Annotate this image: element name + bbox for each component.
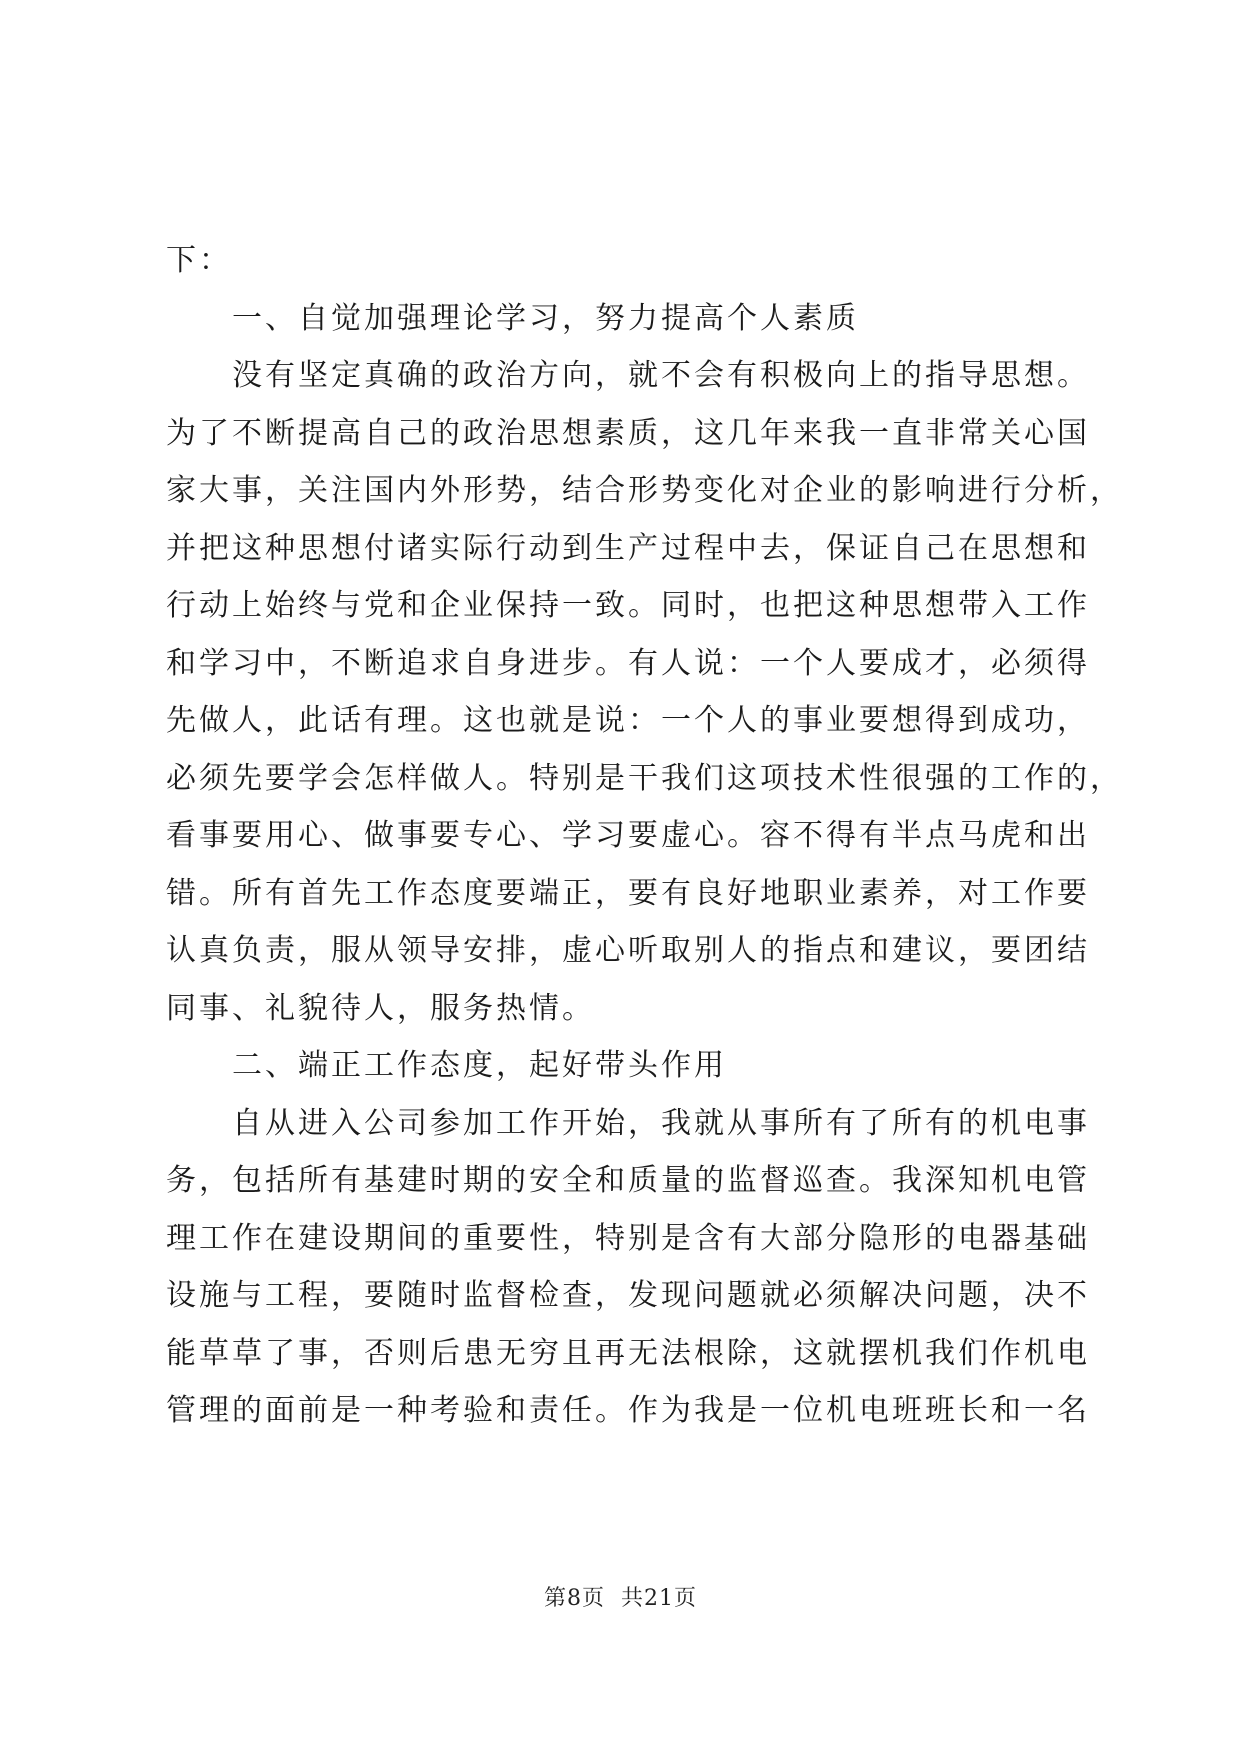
document-body xyxy=(166,232,1123,1440)
text-line: 管理的面前是一种考验和责任。作为我是一位机电班班长和一名 xyxy=(166,1393,1090,1428)
text-line: 家大事，关注国内外形势，结合形势变化对企业的影响进行分析， xyxy=(166,473,1123,508)
text-line: 务，包括所有基建时期的安全和质量的监督巡查。我深知机电管 xyxy=(166,1163,1090,1198)
text-line: 错。所有首先工作态度要端正，要有良好地职业素养，对工作要 xyxy=(166,875,1090,911)
text-line: 设施与工程，要随时监督检查，发现问题就必须解决问题，决不 xyxy=(166,1278,1090,1313)
page-number-total: 共21页 xyxy=(621,1586,697,1611)
text-line: 必须先要学会怎样做人。特别是干我们这项技术性很强的工作的， xyxy=(166,760,1123,796)
text-line: 并把这种思想付诸实际行动到生产过程中去，保证自己在思想和 xyxy=(166,530,1090,566)
text-line: 自从进入公司参加工作开始，我就从事所有了所有的机电事 xyxy=(232,1105,1090,1141)
text-line: 二、端正工作态度，起好带头作用 xyxy=(232,1048,727,1083)
text-line: 先做人，此话有理。这也就是说：一个人的事业要想得到成功， xyxy=(166,703,1090,738)
page-footer xyxy=(0,1581,1241,1612)
text-line: 理工作在建设期间的重要性，特别是含有大部分隐形的电器基础 xyxy=(166,1220,1090,1256)
text-line: 一、自觉加强理论学习，努力提高个人素质 xyxy=(232,300,859,336)
text-line: 能草草了事，否则后患无穷且再无法根除，这就摆机我们作机电 xyxy=(166,1335,1090,1371)
text-line: 没有坚定真确的政治方向，就不会有积极向上的指导思想。 xyxy=(232,358,1090,393)
page-number-current: 第8页 xyxy=(544,1586,605,1611)
text-line: 为了不断提高自己的政治思想素质，这几年来我一直非常关心国 xyxy=(166,415,1090,451)
text-line: 行动上始终与党和企业保持一致。同时，也把这种思想带入工作 xyxy=(166,588,1090,623)
text-line: 和学习中，不断追求自身进步。有人说：一个人要成才，必须得 xyxy=(166,645,1090,681)
text-line: 同事、礼貌待人，服务热情。 xyxy=(166,990,595,1026)
text-line: 下： xyxy=(166,243,232,278)
text-line: 认真负责，服从领导安排，虚心听取别人的指点和建议，要团结 xyxy=(166,933,1090,968)
text-line: 看事要用心、做事要专心、学习要虚心。容不得有半点马虎和出 xyxy=(166,818,1090,853)
